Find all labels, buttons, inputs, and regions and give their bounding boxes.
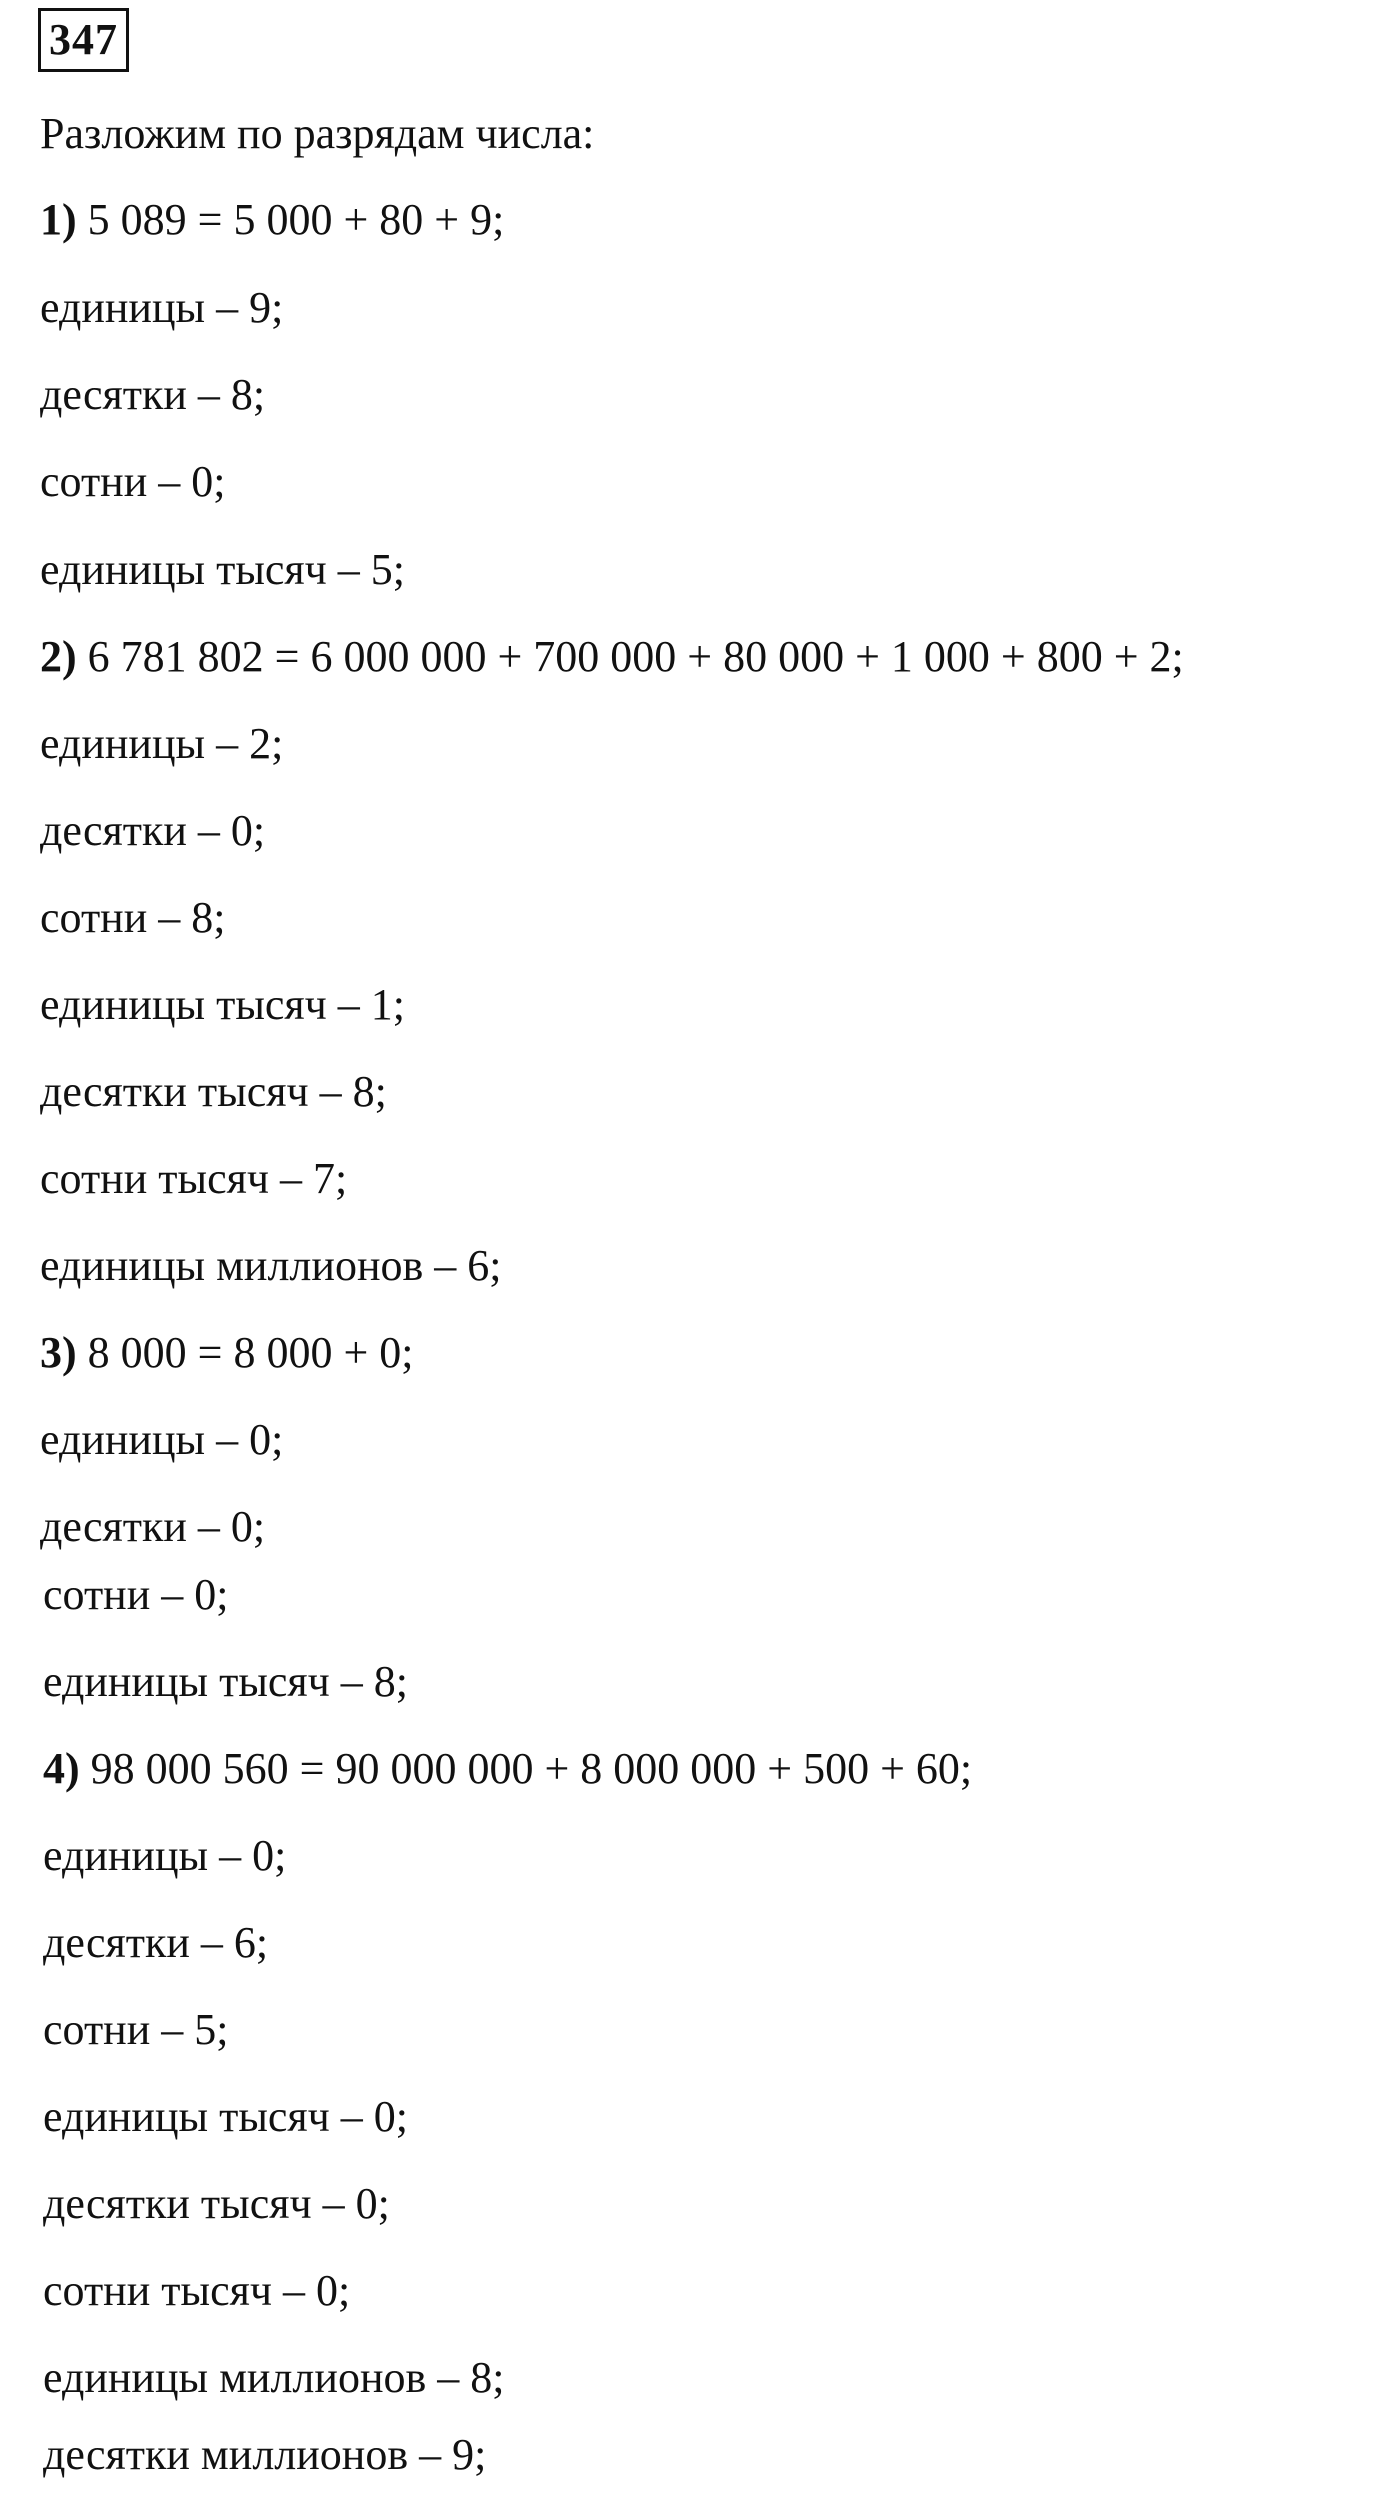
section-1-equation xyxy=(40,190,504,250)
section-4-expression: 98 000 560 = 90 000 000 + 8 000 000 + 500 + 60; xyxy=(79,1744,973,1793)
section-4-line-4: единицы тысяч – 0; xyxy=(43,2092,408,2141)
section-2-line-5: десятки тысяч – 8; xyxy=(40,1067,387,1116)
section-1-line-2: десятки – 8; xyxy=(40,370,266,419)
section-3-line-2: десятки – 0; xyxy=(40,1502,266,1551)
section-4-equation xyxy=(43,1739,972,1799)
section-2-equation xyxy=(40,627,1184,687)
section-2-line-1: единицы – 2; xyxy=(40,719,284,768)
section-4-number: 4) xyxy=(43,1744,80,1793)
section-2-line-2: десятки – 0; xyxy=(40,806,266,855)
section-4-line-5: десятки тысяч – 0; xyxy=(43,2179,390,2228)
intro-text: Разложим по разрядам числа: xyxy=(40,109,595,158)
task-number-box: 347 xyxy=(38,8,129,72)
section-1-line-1: единицы – 9; xyxy=(40,283,284,332)
section-4-line-1: единицы – 0; xyxy=(43,1831,287,1880)
section-2-number: 2) xyxy=(40,632,77,681)
section-1-number: 1) xyxy=(40,195,77,244)
section-2-line-7: единицы миллионов – 6; xyxy=(40,1241,502,1290)
section-2-expression: 6 781 802 = 6 000 000 + 700 000 + 80 000 + 1 000 + 800 + 2; xyxy=(76,632,1184,681)
section-3-equation xyxy=(40,1323,414,1383)
section-1-line-4: единицы тысяч – 5; xyxy=(40,545,405,594)
section-4-line-6: сотни тысяч – 0; xyxy=(43,2266,351,2315)
section-2-line-4: единицы тысяч – 1; xyxy=(40,980,405,1029)
section-3-expression: 8 000 = 8 000 + 0; xyxy=(76,1328,414,1377)
section-4-line-3: сотни – 5; xyxy=(43,2005,229,2054)
section-4-line-8: десятки миллионов – 9; xyxy=(43,2430,487,2479)
section-4-line-7: единицы миллионов – 8; xyxy=(43,2353,505,2402)
section-3-line-1: единицы – 0; xyxy=(40,1415,284,1464)
section-3-line-3: сотни – 0; xyxy=(43,1570,229,1619)
section-1-line-3: сотни – 0; xyxy=(40,457,226,506)
section-3-line-4: единицы тысяч – 8; xyxy=(43,1657,408,1706)
section-2-line-6: сотни тысяч – 7; xyxy=(40,1154,348,1203)
section-3-number: 3) xyxy=(40,1328,77,1377)
section-2-line-3: сотни – 8; xyxy=(40,893,226,942)
section-4-line-2: десятки – 6; xyxy=(43,1918,269,1967)
section-1-expression: 5 089 = 5 000 + 80 + 9; xyxy=(76,195,505,244)
